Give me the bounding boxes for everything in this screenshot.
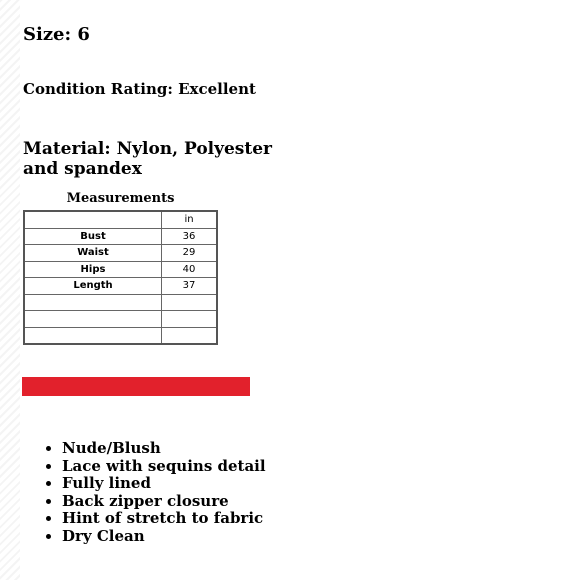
measurement-value: 40	[162, 261, 218, 278]
measurement-label: Length	[24, 278, 162, 295]
measurement-value: 37	[162, 278, 218, 295]
table-row	[24, 245, 217, 262]
table-header-label	[24, 211, 162, 228]
measurement-label: Bust	[24, 228, 162, 245]
measurement-value	[162, 311, 218, 328]
measurement-label	[24, 327, 162, 344]
table-row	[24, 261, 217, 278]
side-texture	[0, 0, 20, 580]
table-row	[24, 228, 217, 245]
table-row	[24, 278, 217, 295]
list-item: • Nude/Blush	[62, 440, 266, 458]
feature-list	[23, 440, 266, 546]
table-header-unit: in	[162, 211, 218, 228]
table-header-row	[24, 211, 217, 228]
list-item: • Lace with sequins detail	[62, 458, 266, 476]
size-heading: Size: 6	[23, 24, 90, 45]
table-row	[24, 311, 217, 328]
list-item: • Back zipper closure	[62, 493, 266, 511]
measurement-label: Waist	[24, 245, 162, 262]
list-item: • Hint of stretch to fabric	[62, 510, 266, 528]
list-item: • Dry Clean	[62, 528, 266, 546]
measurement-label	[24, 311, 162, 328]
table-row	[24, 294, 217, 311]
measurement-value	[162, 294, 218, 311]
measurement-label	[24, 294, 162, 311]
material-heading: Material: Nylon, Polyester and spandex	[23, 139, 273, 179]
measurements-table	[23, 210, 218, 345]
measurement-value: 29	[162, 245, 218, 262]
list-item: • Fully lined	[62, 475, 266, 493]
measurement-value: 36	[162, 228, 218, 245]
measurement-label: Hips	[24, 261, 162, 278]
red-divider-bar	[22, 377, 250, 396]
measurement-value	[162, 327, 218, 344]
measurements-title: Measurements	[66, 191, 175, 206]
condition-rating: Condition Rating: Excellent	[23, 80, 256, 98]
table-row	[24, 327, 217, 344]
